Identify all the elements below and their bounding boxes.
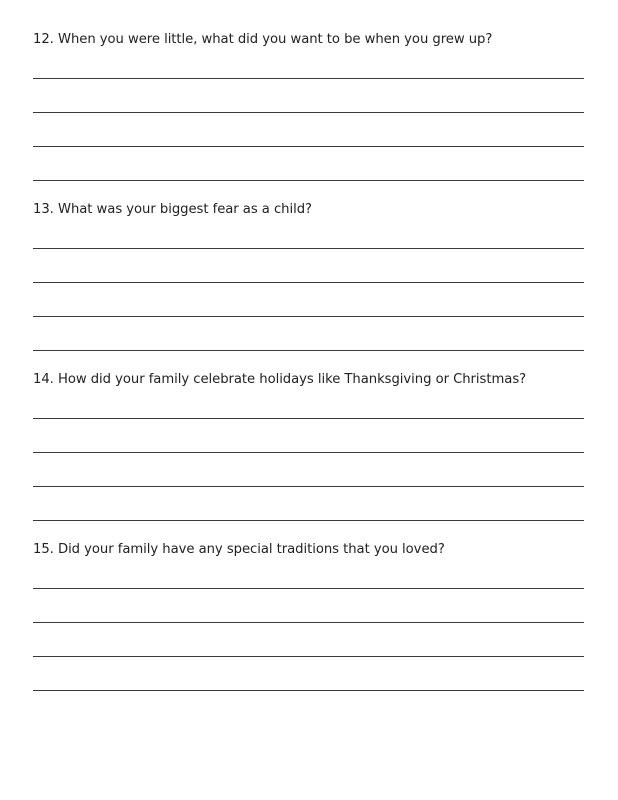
answer-lines[interactable] <box>33 219 584 371</box>
answer-line[interactable] <box>33 452 584 453</box>
question-text: 12. When you were little, what did you want to be when you grew up? <box>33 32 493 47</box>
answer-line[interactable] <box>33 180 584 181</box>
answer-line[interactable] <box>33 282 584 283</box>
answer-lines[interactable] <box>33 389 584 541</box>
answer-line[interactable] <box>33 520 584 521</box>
answer-line[interactable] <box>33 588 584 589</box>
answer-line[interactable] <box>33 656 584 657</box>
question-text: 13. What was your biggest fear as a child? <box>33 202 312 217</box>
answer-line[interactable] <box>33 690 584 691</box>
answer-line[interactable] <box>33 350 584 351</box>
question-text: 14. How did your family celebrate holidays like Thanksgiving or Christmas? <box>33 372 527 387</box>
answer-line[interactable] <box>33 622 584 623</box>
answer-line[interactable] <box>33 146 584 147</box>
answer-line[interactable] <box>33 486 584 487</box>
question-block-15 <box>33 540 584 711</box>
answer-line[interactable] <box>33 418 584 419</box>
answer-line[interactable] <box>33 316 584 317</box>
answer-line[interactable] <box>33 112 584 113</box>
question-block-13 <box>33 200 584 371</box>
question-text: 15. Did your family have any special traditions that you loved? <box>33 542 445 557</box>
question-block-12 <box>33 30 584 201</box>
answer-lines[interactable] <box>33 49 584 201</box>
question-block-14 <box>33 370 584 541</box>
answer-lines[interactable] <box>33 559 584 711</box>
answer-line[interactable] <box>33 248 584 249</box>
answer-line[interactable] <box>33 78 584 79</box>
